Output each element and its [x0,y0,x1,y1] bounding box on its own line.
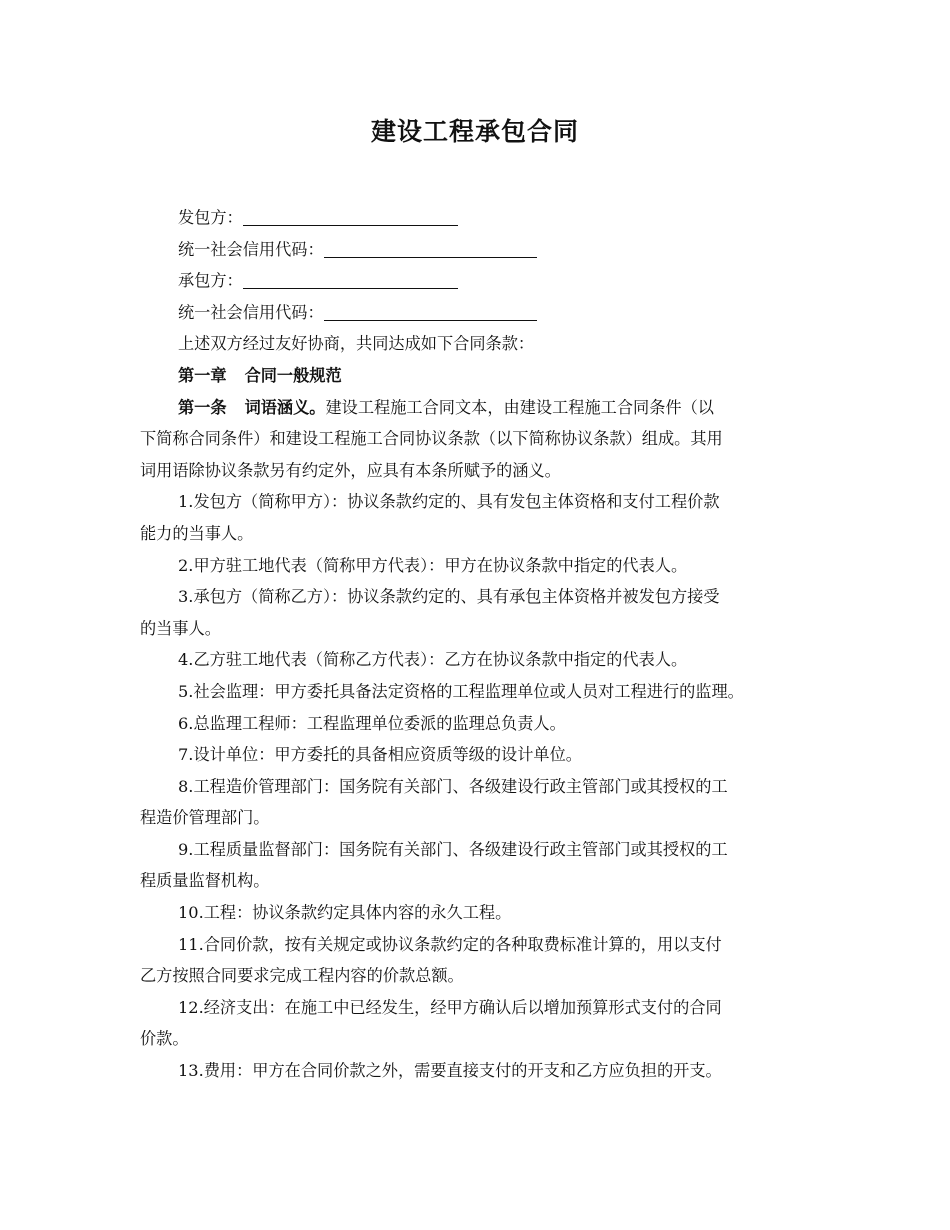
definition-12-line-1: 12.经济支出：在施工中已经发生，经甲方确认后以增加预算形式支付的合同 [178,997,722,1017]
definition-7: 7.设计单位：甲方委托的具备相应资质等级的设计单位。 [178,745,582,765]
article1-line-2: 下简称合同条件）和建设工程施工合同协议条款（以下简称协议条款）组成。其用 [140,429,723,449]
definition-11-line-2: 乙方按照合同要求完成工程内容的价款总额。 [140,966,464,986]
definition-1-line-2: 能力的当事人。 [140,523,254,543]
definition-3-line-2: 的当事人。 [140,618,221,638]
party-contractor-credit-code-row [140,297,825,329]
definition-5: 5.社会监理：甲方委托具备法定资格的工程监理单位或人员对工程进行的监理。 [178,681,744,701]
definition-1-line-1: 1.发包方（简称甲方）：协议条款约定的、具有发包主体资格和支付工程价款 [178,492,720,512]
article1-line-3: 词用语除协议条款另有约定外，应具有本条所赋予的涵义。 [140,460,561,480]
chapter-number: 第一章 [178,365,227,385]
definition-13: 13.费用：甲方在合同价款之外，需要直接支付的开支和乙方应负担的开支。 [178,1061,722,1081]
definition-9-line-1: 9.工程质量监督部门：国务院有关部门、各级建设行政主管部门或其授权的工 [178,839,728,859]
definition-2: 2.甲方驻工地代表（简称甲方代表）：甲方在协议条款中指定的代表人。 [178,555,688,575]
article1-text-1: 建设工程施工合同文本，由建设工程施工合同条件（以 [325,397,714,417]
party-contractor-blank [243,266,458,289]
article1-line-1 [140,392,825,424]
definition-10: 10.工程：协议条款约定具体内容的永久工程。 [178,903,512,923]
party-contractor-row [140,265,825,297]
article1-number: 第一条 [178,397,227,417]
chapter-title: 合同一般规范 [244,365,342,385]
document-title: 建设工程承包合同 [370,117,579,146]
party-client-blank [243,203,458,226]
party-client-credit-code-blank [324,235,537,258]
definition-12-line-2: 价款。 [140,1029,189,1049]
intro-paragraph: 上述双方经过友好协商，共同达成如下合同条款： [178,334,535,354]
party-contractor-label: 承包方： [178,271,243,291]
document-body [140,202,825,1087]
party-client-row [140,202,825,234]
party-client-credit-code-label: 统一社会信用代码： [178,239,324,259]
definition-3-line-1: 3.承包方（简称乙方）：协议条款约定的、具有承包主体资格并被发包方接受 [178,587,720,607]
definition-11-line-1: 11.合同价款，按有关规定或协议条款约定的各种取费标准计算的，用以支付 [178,934,722,954]
article1-heading: 词语涵义。 [244,397,326,417]
chapter-heading [140,360,825,392]
definition-8-line-2: 程造价管理部门。 [140,808,270,828]
definition-9-line-2: 程质量监督机构。 [140,871,270,891]
party-client-label: 发包方： [178,208,243,227]
party-contractor-credit-code-blank [324,298,537,321]
definition-4: 4.乙方驻工地代表（简称乙方代表）：乙方在协议条款中指定的代表人。 [178,650,688,670]
party-contractor-credit-code-label: 统一社会信用代码： [178,302,324,322]
party-client-credit-code-row [140,234,825,266]
definition-6: 6.总监理工程师：工程监理单位委派的监理总负责人。 [178,713,566,733]
definition-8-line-1: 8.工程造价管理部门：国务院有关部门、各级建设行政主管部门或其授权的工 [178,776,728,796]
